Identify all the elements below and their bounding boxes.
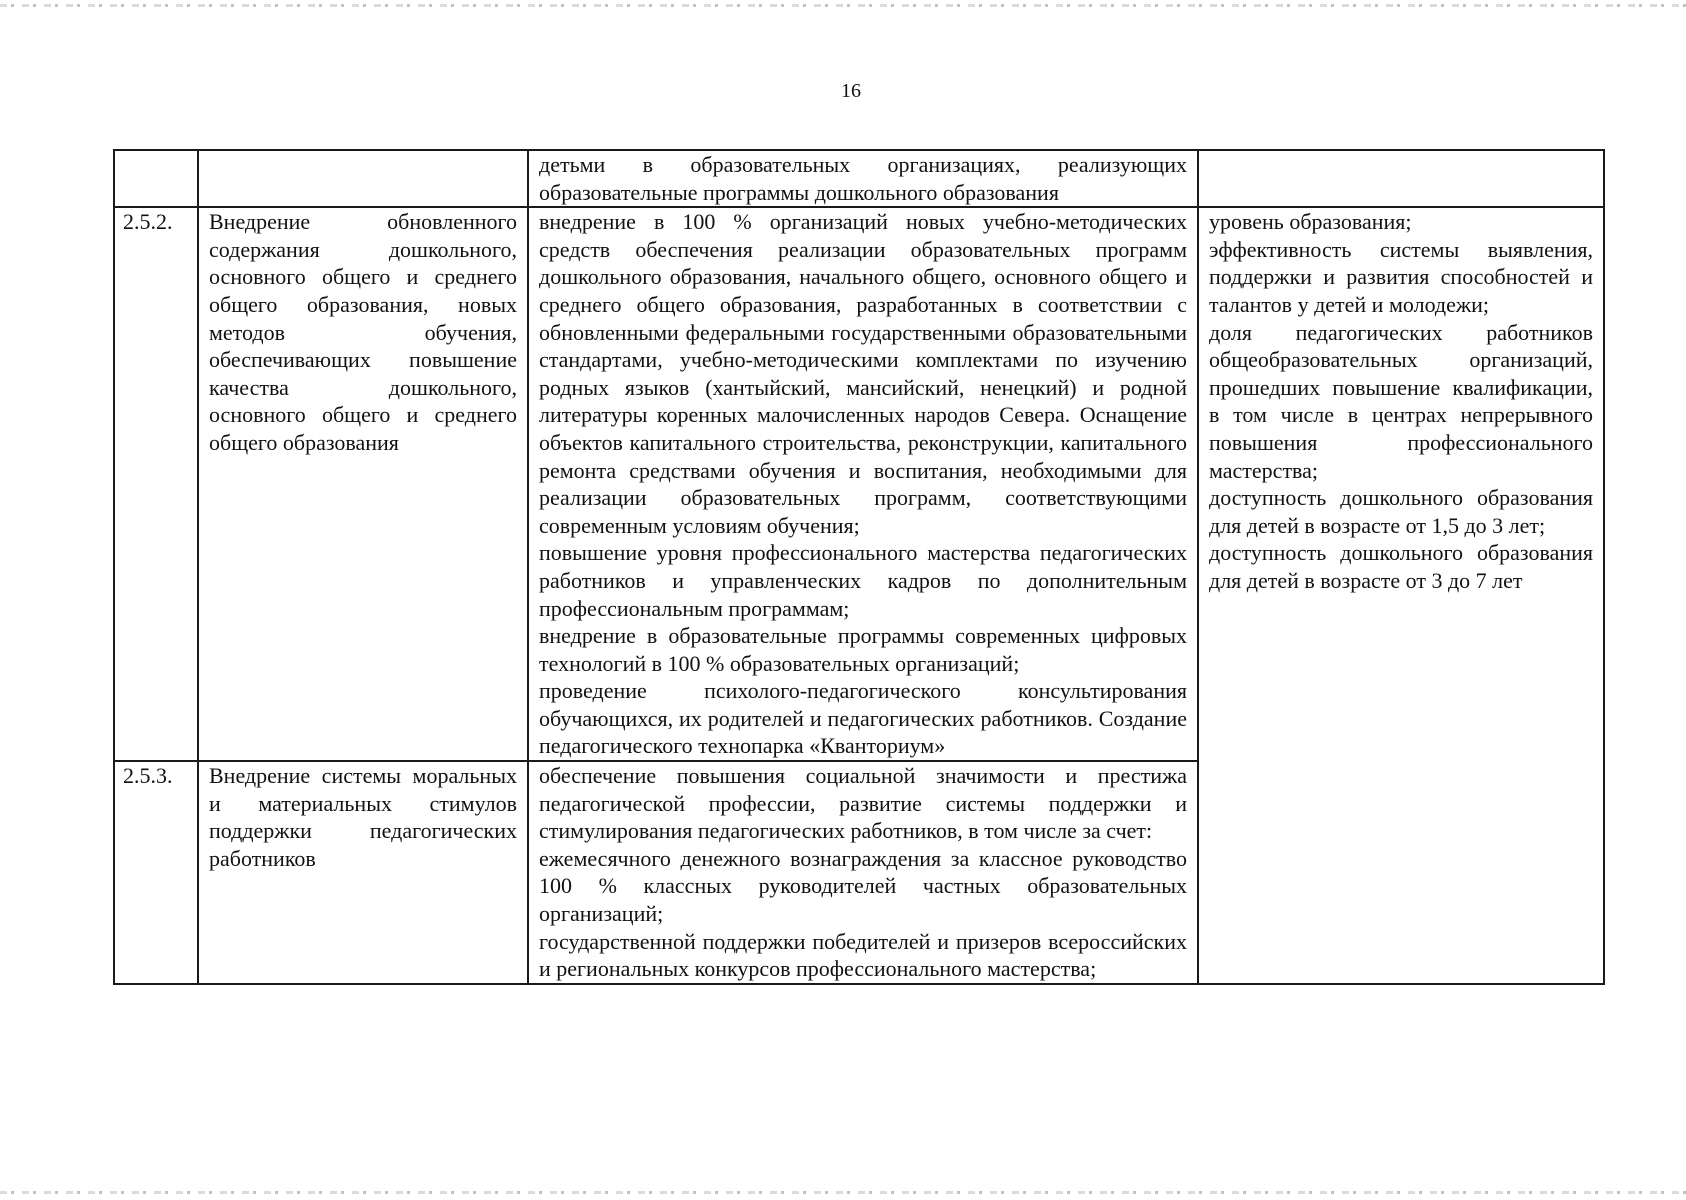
indicator-text: доступность дошкольного образования для детей в возрасте от 1,5 до 3 лет; (1209, 485, 1593, 538)
row-number: 2.5.3. (114, 761, 198, 984)
scan-edge-bottom (0, 1191, 1686, 1194)
title-cell (198, 150, 528, 207)
scan-edge-top (0, 4, 1686, 7)
row-title: Внедрение системы моральных и материальных стимулов поддержки педагогических работников (198, 761, 528, 984)
activity-text: обеспечение повышения социальной значимости и престижа педагогической профессии, развитие системы поддержки и стимулирования педагогических работников, в том числе за счет: (539, 763, 1187, 844)
activities-cell (528, 207, 1198, 761)
indicator-text: доступность дошкольного образования для детей в возрасте от 3 до 7 лет (1209, 540, 1593, 593)
indicators-cell (1198, 207, 1604, 761)
activity-text: внедрение в образовательные программы современных цифровых технологий в 100 % образовательных организаций; (539, 623, 1187, 676)
activity-text: повышение уровня профессионального мастерства педагогических работников и управленческих кадров по дополнительным профессиональным программам; (539, 540, 1187, 621)
page-number: 16 (841, 80, 861, 102)
table-row (114, 761, 1604, 984)
activities-cell (528, 761, 1198, 984)
activity-text: внедрение в 100 % организаций новых учебно-методических средств обеспечения реализации образовательных программ дошкольного образования, начального общего, основного общего и среднего общего образования, разработанных в соответствии с обновленными федеральными государственными образовательными стандартами, учебно-методическими комплектами по изучению родных языков (хантыйский, мансийский, ненецкий) и родной литературы коренных малочисленных народов Севера. Оснащение объектов капитального строительства, реконструкции, капитального ремонта средствами обучения и воспитания, необходимыми для реализации образовательных программ, соответствующими современным условиям обучения; (539, 209, 1187, 538)
number-cell (114, 150, 198, 207)
indicator-text: эффективность системы выявления, поддержки и развития способностей и талантов у детей и молодежи; (1209, 236, 1593, 317)
indicator-text: доля педагогических работников общеобразовательных организаций, прошедших повышение квалификации, в том числе в центрах непрерывного повышения профессионального мастерства; (1209, 319, 1593, 483)
indicators-cell (1198, 761, 1604, 984)
indicators-cell (1198, 150, 1604, 207)
activity-text: проведение психолого-педагогического консультирования обучающихся, их родителей и педагогических работников. Создание педагогического технопарка «Кванториум» (539, 678, 1187, 759)
table-row-continuation (114, 150, 1604, 207)
activities-cell (528, 150, 1198, 207)
indicator-text: уровень образования; (1209, 209, 1412, 235)
activity-text: ежемесячного денежного вознаграждения за классное руководство 100 % классных руководителей частных образовательных организаций; (539, 845, 1187, 927)
activity-text: детьми в образовательных организациях, реализующих образовательные программы дошкольного образования (539, 152, 1187, 205)
table-row (114, 207, 1604, 761)
row-number: 2.5.2. (114, 207, 198, 761)
activity-text: государственной поддержки победителей и призеров всероссийских и региональных конкурсов профессионального мастерства; (539, 928, 1187, 982)
row-title: Внедрение обновленного содержания дошкольного, основного общего и среднего общего образования, новых методов обучения, обеспечивающих повышение качества дошкольного, основного общего и среднего общего образования (198, 207, 528, 761)
measures-table (113, 149, 1605, 985)
